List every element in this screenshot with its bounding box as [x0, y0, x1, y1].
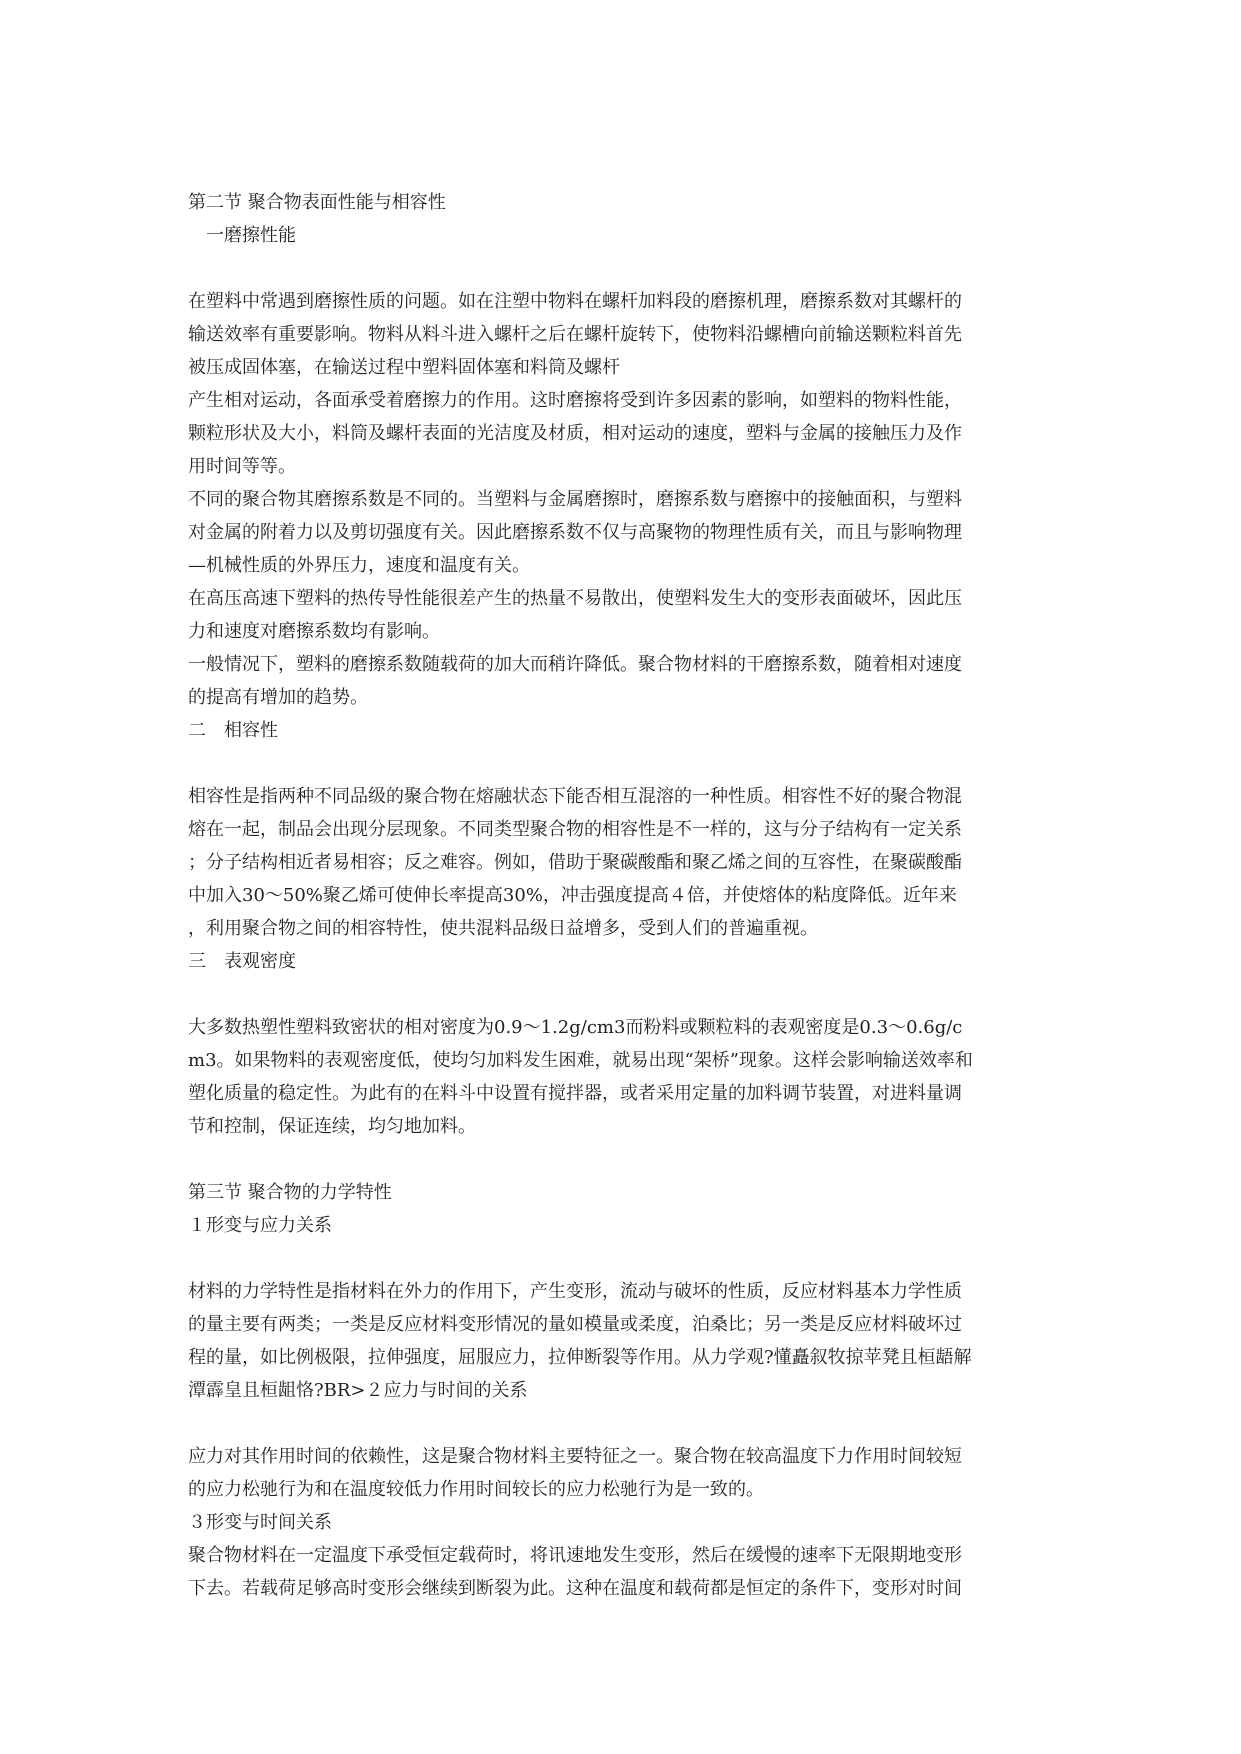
section-heading: 第三节 聚合物的力学特性 [188, 1182, 392, 1203]
paragraph-line: ；分子结构相近者易相容；反之难容。例如，借助于聚碳酸酯和聚乙烯之间的互容性，在聚碳酸酯 [188, 852, 962, 873]
paragraph-line: 一般情况下，塑料的磨擦系数随载荷的加大而稍许降低。聚合物材料的干磨擦系数，随着相对速度 [188, 654, 962, 675]
paragraph-line: 熔在一起，制品会出现分层现象。不同类型聚合物的相容性是不一样的，这与分子结构有一定关系 [188, 819, 962, 840]
paragraph-line: 不同的聚合物其磨擦系数是不同的。当塑料与金属磨擦时，磨擦系数与磨擦中的接触面积，与塑料 [188, 489, 962, 510]
paragraph-line: 对金属的附着力以及剪切强度有关。因此磨擦系数不仅与高聚物的物理性质有关，而且与影响物理 [188, 522, 962, 543]
paragraph-line: 聚合物材料在一定温度下承受恒定载荷时，将讯速地发生变形，然后在缓慢的速率下无限期地变形 [188, 1545, 962, 1566]
paragraph-line: 中加入30～50%聚乙烯可使伸长率提高30%，冲击强度提高４倍，并使熔体的粘度降低。近年来 [188, 885, 957, 906]
paragraph-line: 相容性是指两种不同品级的聚合物在熔融状态下能否相互混溶的一种性质。相容性不好的聚合物混 [188, 786, 962, 807]
paragraph-line: 在塑料中常遇到磨擦性质的问题。如在注塑中物料在螺杆加料段的磨擦机理，磨擦系数对其螺杆的 [188, 291, 962, 312]
paragraph-line: 程的量，如比例极限，拉伸强度，屈服应力，拉伸断裂等作用。从力学观?懂矗叙牧掠苹凳且桓龉解 [188, 1347, 972, 1368]
paragraph-line: 力和速度对磨擦系数均有影响。 [188, 621, 440, 642]
subsection-heading: 一磨擦性能 [206, 225, 296, 246]
spacer [188, 1143, 1052, 1176]
paragraph-line: 的量主要有两类；一类是反应材料变形情况的量如模量或柔度，泊桑比；另一类是反应材料破坏过 [188, 1314, 962, 1335]
paragraph-line: 的提高有增加的趋势。 [188, 687, 368, 708]
paragraph-line: 用时间等等。 [188, 456, 296, 477]
paragraph-line: 的应力松驰行为和在温度较低力作用时间较长的应力松驰行为是一致的。 [188, 1479, 764, 1500]
subsection-heading: 二 相容性 [188, 720, 278, 741]
paragraph-line: ，利用聚合物之间的相容特性，使共混料品级日益增多，受到人们的普遍重视。 [188, 918, 818, 939]
paragraph-line: 潭霹皇且桓龃恪?BR>２应力与时间的关系 [188, 1380, 528, 1401]
paragraph-line: 下去。若载荷足够高时变形会继续到断裂为此。这种在温度和载荷都是恒定的条件下，变形对时间 [188, 1578, 962, 1599]
section-heading: 第二节 聚合物表面性能与相容性 [188, 192, 446, 213]
paragraph-line: 节和控制，保证连续，均匀地加料。 [188, 1116, 476, 1137]
subsection-heading: 三 表观密度 [188, 951, 296, 972]
spacer [188, 978, 1052, 1011]
paragraph-line: 被压成固体塞，在输送过程中塑料固体塞和料筒及螺杆 [188, 357, 620, 378]
paragraph-line: m3。如果物料的表观密度低，使均匀加料发生困难，就易出现“架桥”现象。这样会影响输送效率和 [188, 1050, 973, 1071]
spacer [188, 1407, 1052, 1440]
spacer [188, 747, 1052, 780]
paragraph-line: 应力对其作用时间的依赖性，这是聚合物材料主要特征之一。聚合物在较高温度下力作用时间较短 [188, 1446, 962, 1467]
paragraph-line: 输送效率有重要影响。物料从料斗进入螺杆之后在螺杆旋转下，使物料沿螺槽向前输送颗粒料首先 [188, 324, 962, 345]
paragraph-line: 材料的力学特性是指材料在外力的作用下，产生变形，流动与破坏的性质，反应材料基本力学性质 [188, 1281, 962, 1302]
paragraph-line: 产生相对运动，各面承受着磨擦力的作用。这时磨擦将受到许多因素的影响，如塑料的物料性能， [188, 390, 962, 411]
subsection-heading: １形变与应力关系 [188, 1215, 332, 1236]
paragraph-line: 塑化质量的稳定性。为此有的在料斗中设置有搅拌器，或者采用定量的加料调节装置，对进料量调 [188, 1083, 962, 1104]
spacer [188, 1242, 1052, 1275]
paragraph-line: 大多数热塑性塑料致密状的相对密度为0.9～1.2g/cm3而粉料或颗粒料的表观密度是0.3～0.6g/c [188, 1017, 963, 1038]
spacer [188, 252, 1052, 285]
paragraph-line: 颗粒形状及大小，料筒及螺杆表面的光洁度及材质，相对运动的速度，塑料与金属的接触压力及作 [188, 423, 962, 444]
paragraph-line: —机械性质的外界压力，速度和温度有关。 [188, 555, 530, 576]
paragraph-line: 在高压高速下塑料的热传导性能很差产生的热量不易散出，使塑料发生大的变形表面破坏，因此压 [188, 588, 962, 609]
subsection-heading: ３形变与时间关系 [188, 1512, 332, 1533]
document-body [188, 186, 1052, 1605]
